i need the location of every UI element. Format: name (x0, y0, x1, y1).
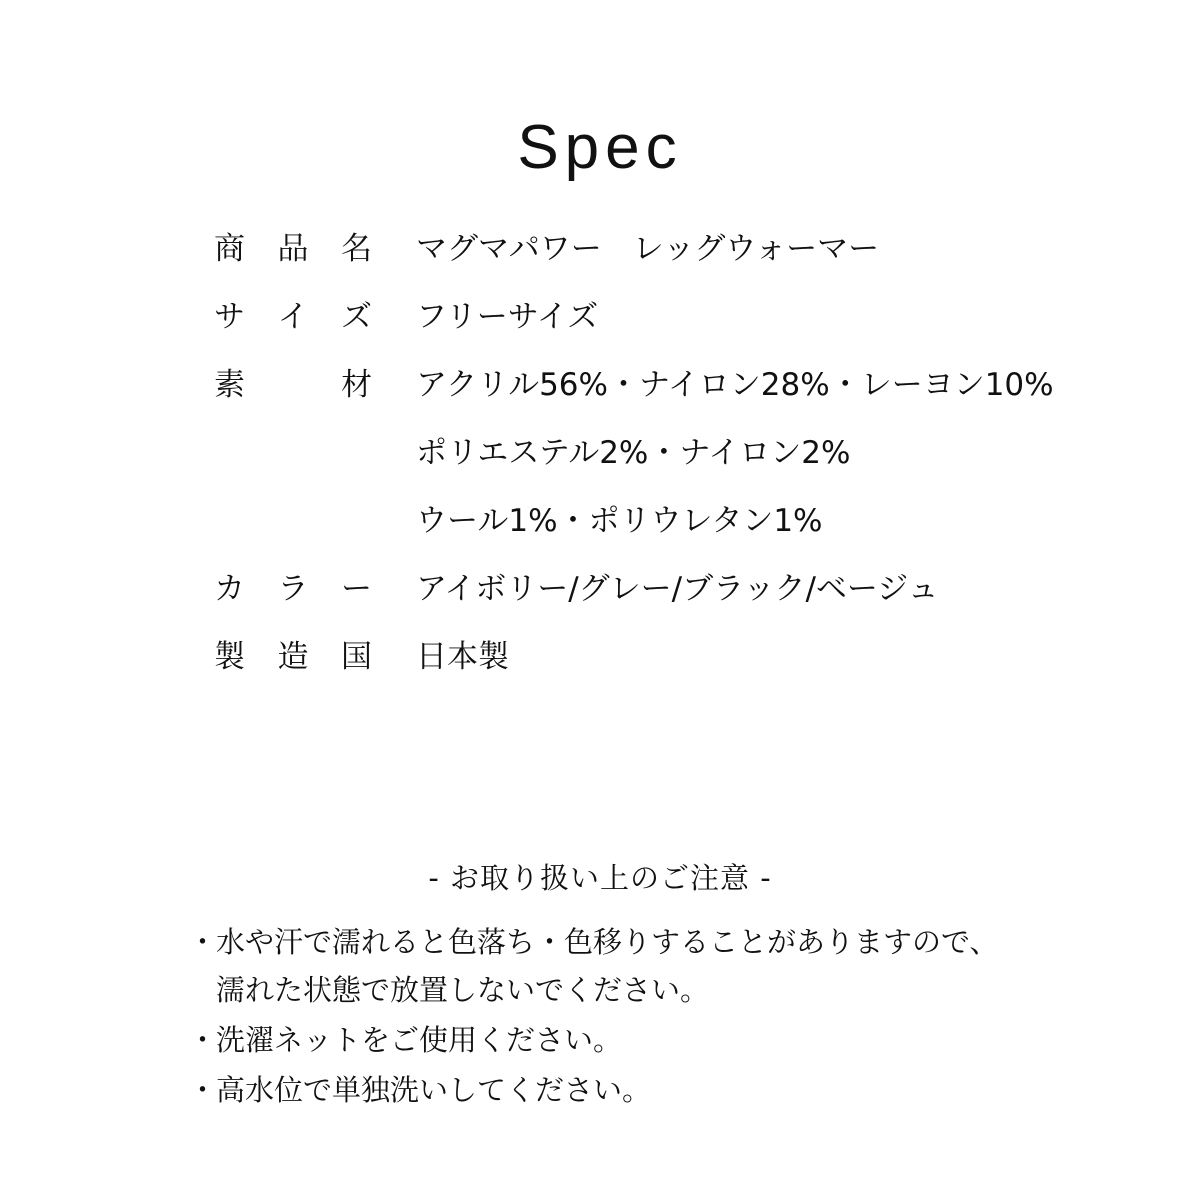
care-note-text (216, 918, 1088, 1014)
spec-label-material (214, 358, 372, 426)
bullet: ・ (188, 1023, 218, 1057)
spec-label-char: 造 (277, 639, 309, 675)
spec-label-char: イ (277, 299, 309, 335)
spec-values-color (416, 562, 1114, 630)
spec-row-color (214, 562, 1114, 630)
care-note-line: 水や汗で濡れると色落ち・色移りすることがありますので、 (216, 925, 999, 959)
care-note-text (216, 1016, 1088, 1064)
spec-label-char: ラ (277, 571, 309, 607)
care-note-item (188, 918, 1088, 1014)
spec-label-char: 製 (214, 639, 245, 675)
spec-label-country (214, 630, 372, 698)
spec-values-material (416, 358, 1114, 562)
spec-value: アクリル56%・ナイロン28%・レーヨン10% (416, 367, 1054, 403)
spec-label-color (214, 562, 372, 630)
care-note-item (188, 1016, 1088, 1064)
care-notes-list (188, 918, 1088, 1116)
spec-value: マグマパワー レッグウォーマー (416, 231, 880, 267)
spec-value: 日本製 (416, 639, 509, 675)
spec-value: フリーサイズ (416, 299, 599, 335)
care-note-line: 濡れた状態で放置しないでください。 (216, 973, 710, 1007)
spec-row-product-name (214, 222, 1114, 290)
spec-label-char: 商 (214, 231, 245, 267)
spec-value: ポリエステル2%・ナイロン2% (416, 435, 851, 471)
care-note-line: 洗濯ネットをご使用ください。 (216, 1023, 623, 1057)
spec-label-char: ズ (341, 299, 372, 335)
spec-label-product-name (214, 222, 372, 290)
spec-label-char: サ (214, 299, 245, 335)
spec-label-char: カ (214, 571, 245, 607)
spec-values-size (416, 290, 1114, 358)
spec-label-char: ー (341, 571, 372, 607)
notes-title: - お取り扱い上のご注意 - (428, 861, 772, 895)
care-note-text (216, 1066, 1088, 1114)
spec-label-char: 名 (341, 231, 372, 267)
page-title: Spec (517, 112, 683, 182)
spec-row-country (214, 630, 1114, 698)
spec-value: ウール1%・ポリウレタン1% (416, 503, 823, 539)
spec-value: アイボリー/グレー/ブラック/ベージュ (416, 571, 939, 607)
care-note-item (188, 1066, 1088, 1114)
bullet: ・ (188, 925, 218, 959)
bullet: ・ (188, 1073, 218, 1107)
spec-label-char: 品 (277, 231, 309, 267)
spec-row-material (214, 358, 1114, 562)
spec-label-char: 国 (341, 639, 372, 675)
care-note-line: 高水位で単独洗いしてください。 (216, 1073, 652, 1107)
spec-label-char: 材 (341, 367, 372, 403)
spec-row-size (214, 290, 1114, 358)
spec-values-country (416, 630, 1114, 698)
spec-values-product-name (416, 222, 1114, 290)
spec-label-size (214, 290, 372, 358)
spec-table (214, 222, 1114, 698)
spec-label-char: 素 (214, 367, 245, 403)
